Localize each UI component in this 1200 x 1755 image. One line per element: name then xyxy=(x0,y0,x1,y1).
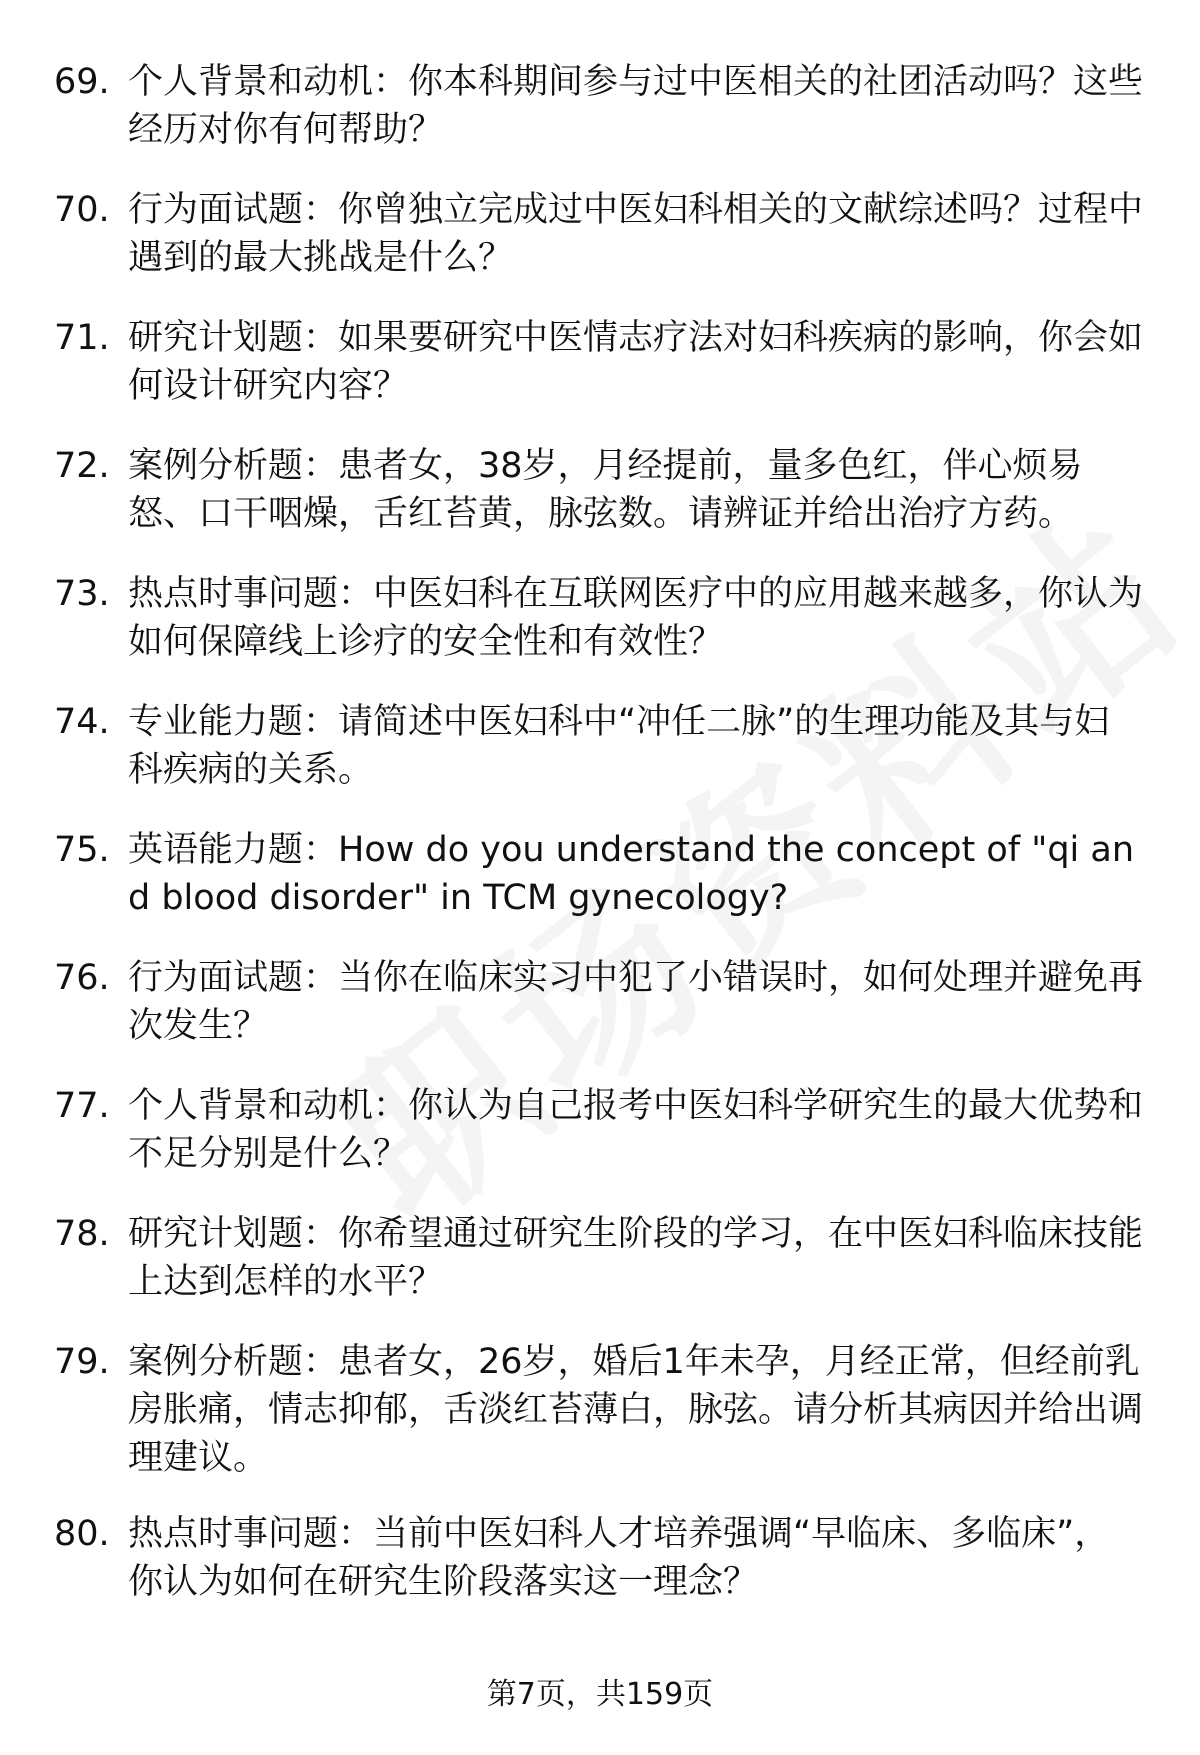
question-number: 80. xyxy=(54,1514,110,1554)
question-item xyxy=(0,1338,1200,1510)
question-number: 77. xyxy=(54,1086,110,1126)
question-text: 个人背景和动机：你本科期间参与过中医相关的社团活动吗？这些经历对你有何帮助？ xyxy=(128,62,1144,150)
question-text: 案例分析题：患者女，26岁，婚后1年未孕，月经正常，但经前乳房胀痛，情志抑郁，舌淡红苔薄白，脉弦。请分析其病因并给出调理建议。 xyxy=(128,1342,1144,1478)
question-item xyxy=(0,186,1200,314)
question-item xyxy=(0,1082,1200,1210)
question-item xyxy=(0,1210,1200,1338)
question-item xyxy=(0,314,1200,442)
question-number: 71. xyxy=(54,318,110,358)
question-item xyxy=(0,442,1200,570)
question-item xyxy=(0,58,1200,186)
question-list xyxy=(0,58,1200,1638)
question-number: 74. xyxy=(54,702,110,742)
question-text: 英语能力题：How do you understand the concept of "qi and blood disorder" in TCM gynecology? xyxy=(128,830,1135,918)
question-number: 69. xyxy=(54,62,110,102)
question-number: 78. xyxy=(54,1214,110,1254)
question-number: 72. xyxy=(54,446,110,486)
question-item xyxy=(0,826,1200,954)
question-number: 73. xyxy=(54,574,110,614)
question-text: 研究计划题：你希望通过研究生阶段的学习，在中医妇科临床技能上达到怎样的水平？ xyxy=(128,1214,1144,1302)
question-text: 行为面试题：你曾独立完成过中医妇科相关的文献综述吗？过程中遇到的最大挑战是什么？ xyxy=(128,190,1144,278)
question-number: 75. xyxy=(54,830,110,870)
question-number: 76. xyxy=(54,958,110,998)
page-number-footer: 第7页，共159页 xyxy=(486,1677,714,1712)
question-text: 案例分析题：患者女，38岁，月经提前，量多色红，伴心烦易怒、口干咽燥，舌红苔黄，脉弦数。请辨证并给出治疗方药。 xyxy=(128,446,1083,534)
question-text: 专业能力题：请简述中医妇科中“冲任二脉”的生理功能及其与妇科疾病的关系。 xyxy=(128,702,1110,790)
question-text: 热点时事问题：当前中医妇科人才培养强调“早临床、多临床”，你认为如何在研究生阶段落实这一理念？ xyxy=(128,1514,1110,1602)
question-item xyxy=(0,698,1200,826)
question-number: 70. xyxy=(54,190,110,230)
question-text: 个人背景和动机：你认为自己报考中医妇科学研究生的最大优势和不足分别是什么？ xyxy=(128,1086,1144,1174)
question-item xyxy=(0,1510,1200,1638)
question-number: 79. xyxy=(54,1342,110,1382)
question-text: 行为面试题：当你在临床实习中犯了小错误时，如何处理并避免再次发生？ xyxy=(128,958,1144,1046)
question-item xyxy=(0,570,1200,698)
question-text: 热点时事问题：中医妇科在互联网医疗中的应用越来越多，你认为如何保障线上诊疗的安全性和有效性？ xyxy=(128,574,1144,662)
question-text: 研究计划题：如果要研究中医情志疗法对妇科疾病的影响，你会如何设计研究内容？ xyxy=(128,318,1144,406)
question-item xyxy=(0,954,1200,1082)
